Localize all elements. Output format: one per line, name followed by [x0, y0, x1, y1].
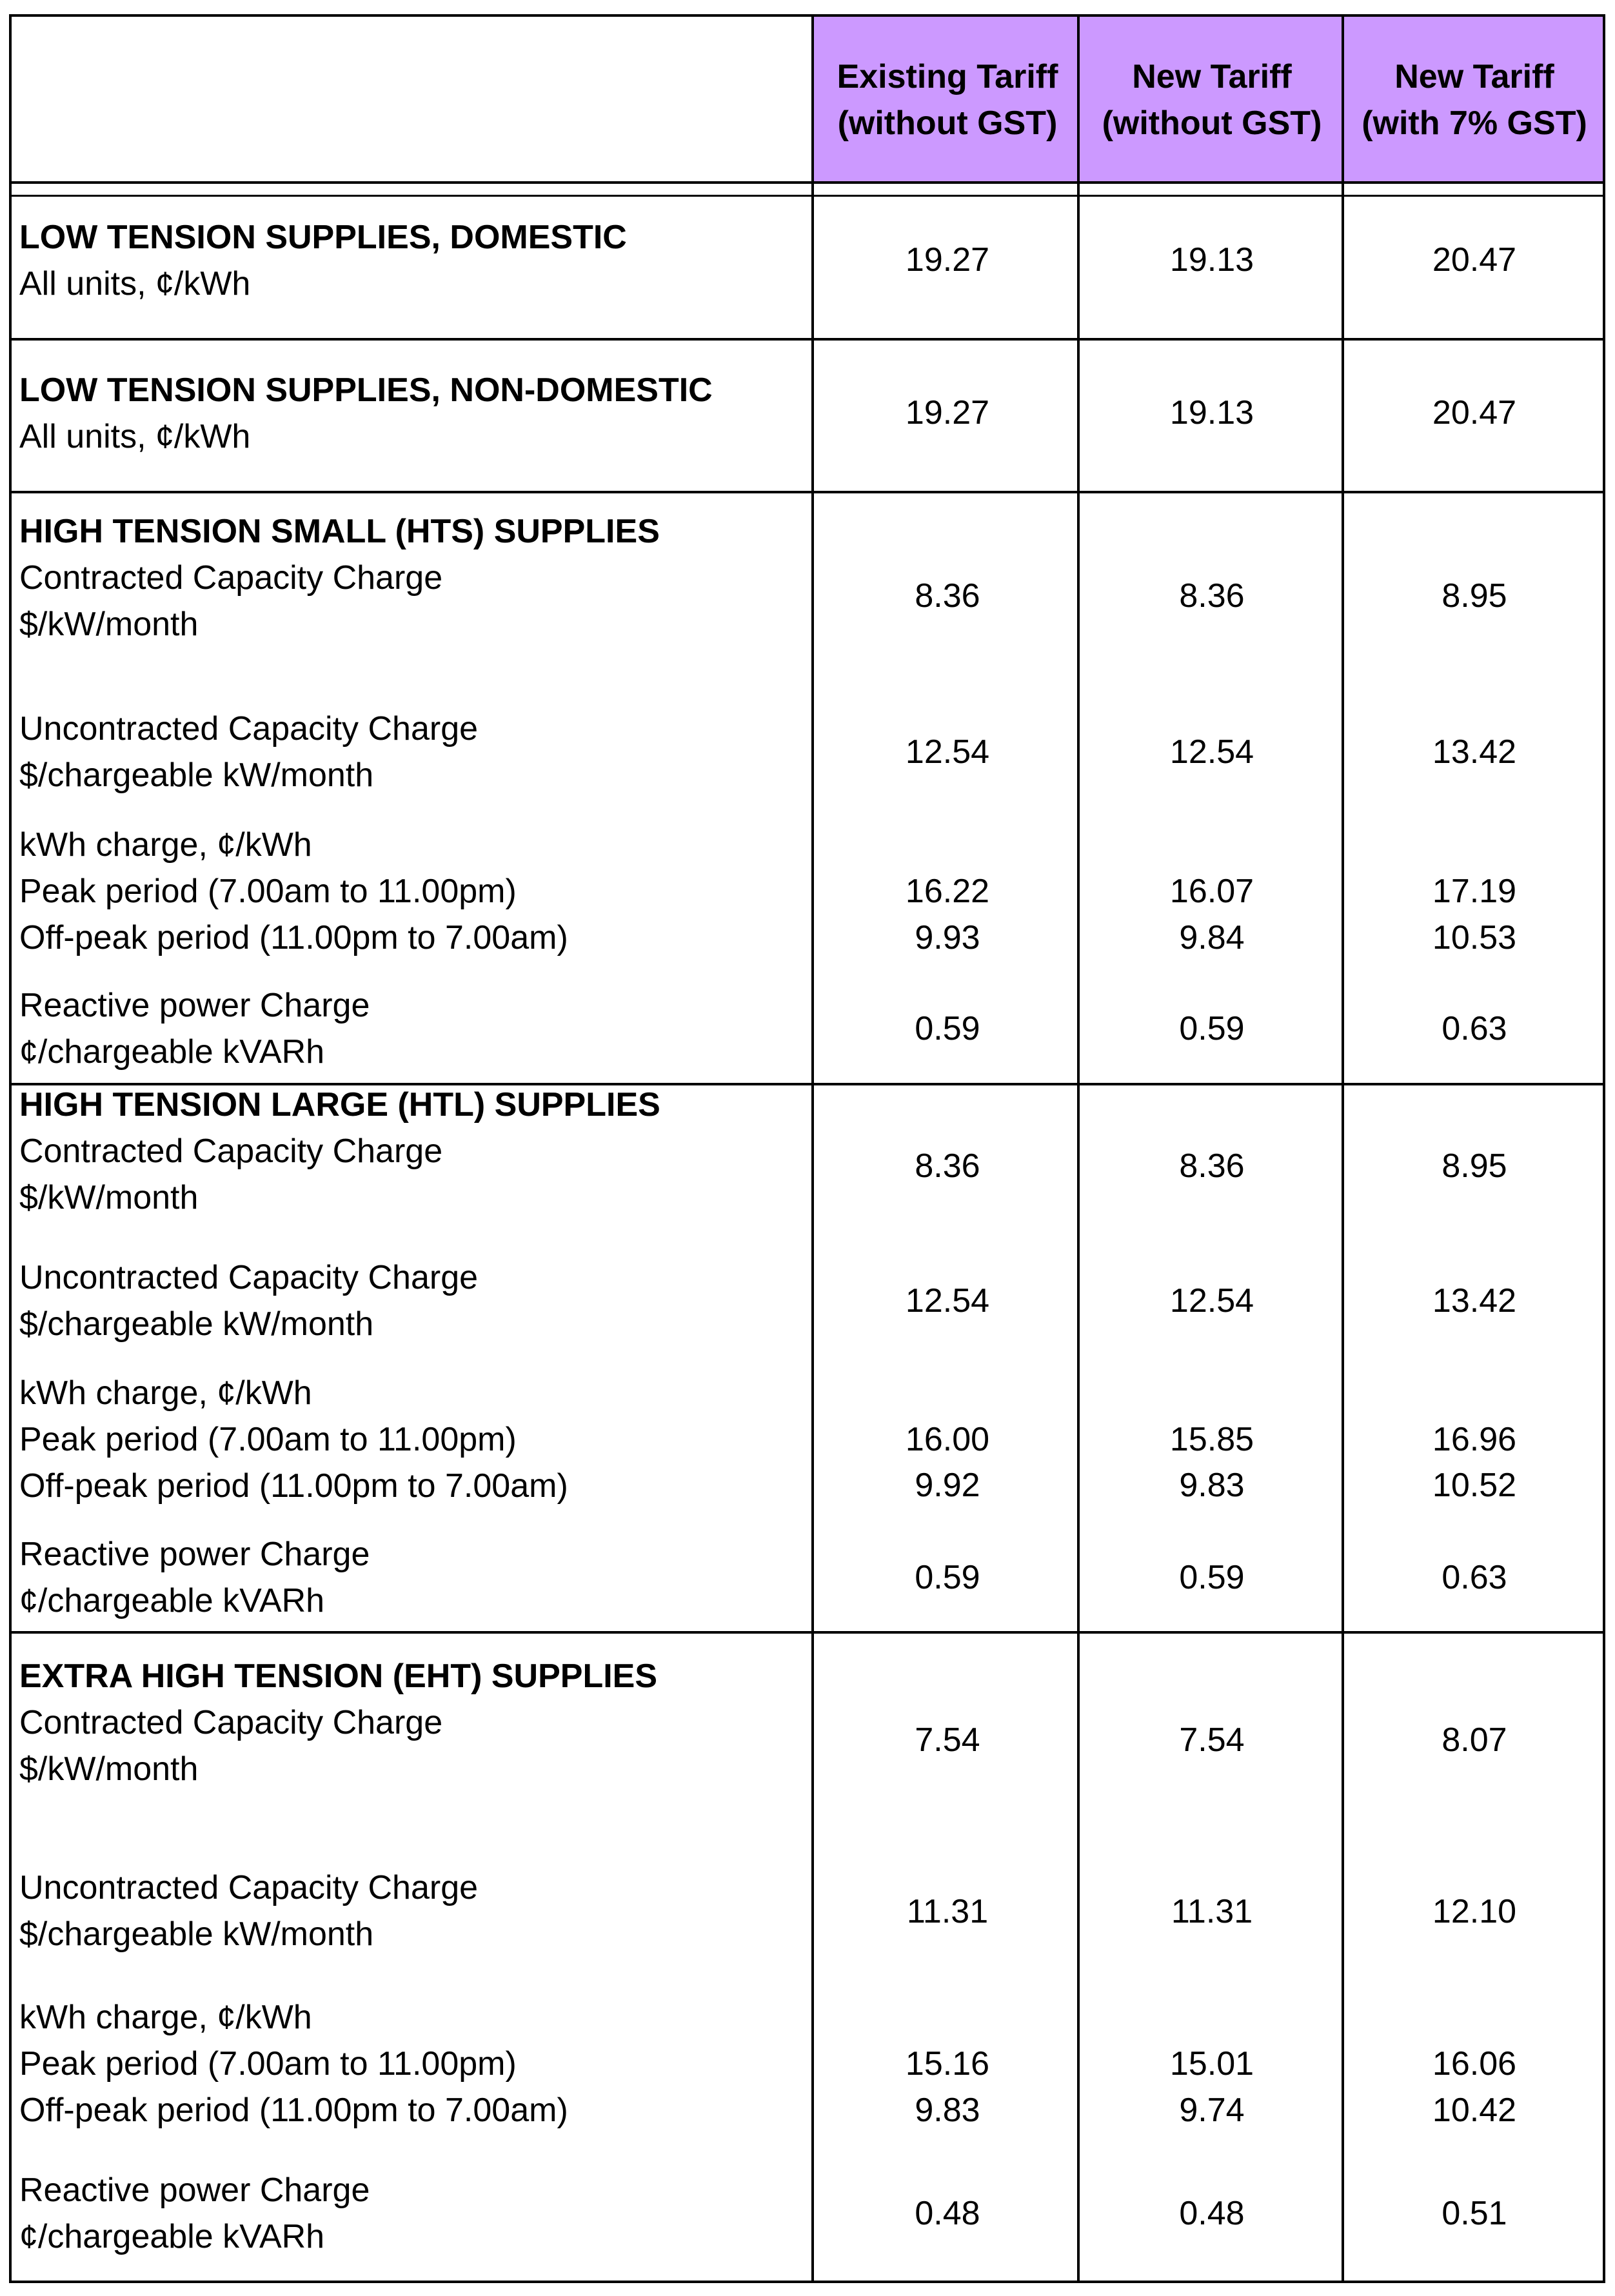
- cell-new: 0.48: [1179, 2195, 1245, 2232]
- tariff-table: [9, 14, 1605, 2283]
- cell-existing: 0.59: [915, 1559, 980, 1596]
- cell-new-gst: 13.42: [1432, 1282, 1517, 1320]
- row-label: Uncontracted Capacity Charge: [19, 1259, 479, 1296]
- cell-new: 11.31: [1171, 1893, 1253, 1930]
- row-label: Peak period (7.00am to 11.00pm): [19, 1421, 517, 1458]
- row-label: $/chargeable kW/month: [19, 1915, 374, 1953]
- row-divider: [12, 338, 1603, 341]
- cell-new-gst: 13.42: [1432, 733, 1517, 771]
- cell-new-gst: 17.19: [1432, 873, 1517, 910]
- cell-new-gst: 8.07: [1442, 1721, 1507, 1759]
- cell-new-gst: 10.52: [1432, 1467, 1517, 1504]
- cell-existing: 19.27: [905, 394, 990, 431]
- cell-existing: 9.93: [915, 919, 980, 956]
- row-label: Peak period (7.00am to 11.00pm): [19, 2045, 517, 2083]
- row-label: Reactive power Charge: [19, 1536, 370, 1573]
- cell-new: 16.07: [1169, 873, 1254, 910]
- row-label: $/kW/month: [19, 1179, 199, 1216]
- cell-existing: 12.54: [905, 733, 990, 771]
- cell-new: 7.54: [1179, 1721, 1245, 1759]
- cell-new: 12.54: [1169, 1282, 1254, 1320]
- row-label: Reactive power Charge: [19, 2172, 370, 2209]
- cell-existing: 15.16: [905, 2045, 990, 2083]
- section-title: HIGH TENSION SMALL (HTS) SUPPLIES: [19, 513, 660, 550]
- row-label: $/chargeable kW/month: [19, 757, 374, 794]
- cell-new: 0.59: [1179, 1010, 1245, 1047]
- row-label: Contracted Capacity Charge: [19, 1133, 443, 1170]
- cell-new: 9.84: [1179, 919, 1245, 956]
- row-label: Off-peak period (11.00pm to 7.00am): [19, 2092, 568, 2129]
- cell-new: 9.83: [1179, 1467, 1245, 1504]
- cell-new: 19.13: [1169, 394, 1254, 431]
- cell-new-gst: 0.51: [1442, 2195, 1507, 2232]
- cell-new-gst: 16.06: [1432, 2045, 1517, 2083]
- cell-new-gst: 10.42: [1432, 2092, 1517, 2129]
- cell-existing: 8.36: [915, 577, 980, 615]
- cell-new-gst: 20.47: [1432, 394, 1517, 431]
- cell-existing: 9.92: [915, 1467, 980, 1504]
- row-label: kWh charge, ¢/kWh: [19, 1999, 312, 2036]
- cell-existing: 9.83: [915, 2092, 980, 2129]
- cell-existing: 16.22: [905, 873, 990, 910]
- cell-new: 8.36: [1179, 1147, 1245, 1185]
- row-label: kWh charge, ¢/kWh: [19, 826, 312, 864]
- cell-new: 15.01: [1169, 2045, 1254, 2083]
- row-label: kWh charge, ¢/kWh: [19, 1374, 312, 1412]
- header-new-tariff: New Tariff (without GST): [1102, 57, 1322, 142]
- header-existing-tariff: Existing Tariff (without GST): [837, 57, 1058, 142]
- row-label: ¢/chargeable kVARh: [19, 1033, 325, 1071]
- row-label: Contracted Capacity Charge: [19, 1704, 443, 1741]
- cell-new-gst: 16.96: [1432, 1421, 1517, 1458]
- row-label: All units, ¢/kWh: [19, 265, 251, 302]
- section-title: EXTRA HIGH TENSION (EHT) SUPPLIES: [19, 1658, 658, 1695]
- row-label: ¢/chargeable kVARh: [19, 1582, 325, 1619]
- cell-existing: 11.31: [906, 1893, 989, 1930]
- row-label: Uncontracted Capacity Charge: [19, 1869, 479, 1906]
- cell-new: 15.85: [1169, 1421, 1254, 1458]
- cell-new: 8.36: [1179, 577, 1245, 615]
- row-label: Off-peak period (11.00pm to 7.00am): [19, 919, 568, 956]
- column-divider: [811, 17, 814, 2281]
- row-divider: [12, 181, 1603, 184]
- cell-existing: 7.54: [915, 1721, 980, 1759]
- cell-new-gst: 10.53: [1432, 919, 1517, 956]
- section-title: LOW TENSION SUPPLIES, NON-DOMESTIC: [19, 371, 713, 409]
- cell-existing: 0.59: [915, 1010, 980, 1047]
- row-label: $/kW/month: [19, 1750, 199, 1788]
- cell-existing: 8.36: [915, 1147, 980, 1185]
- cell-existing: 19.27: [905, 241, 990, 279]
- row-label: Contracted Capacity Charge: [19, 559, 443, 597]
- cell-existing: 0.48: [915, 2195, 980, 2232]
- row-label: Peak period (7.00am to 11.00pm): [19, 873, 517, 910]
- section-title: HIGH TENSION LARGE (HTL) SUPPLIES: [19, 1086, 660, 1123]
- cell-existing: 12.54: [905, 1282, 990, 1320]
- cell-new: 0.59: [1179, 1559, 1245, 1596]
- row-label: Reactive power Charge: [19, 987, 370, 1024]
- row-divider: [12, 491, 1603, 493]
- cell-new-gst: 12.10: [1432, 1893, 1517, 1930]
- row-label: All units, ¢/kWh: [19, 418, 251, 455]
- row-label: Uncontracted Capacity Charge: [19, 710, 479, 747]
- cell-new-gst: 20.47: [1432, 241, 1517, 279]
- section-title: LOW TENSION SUPPLIES, DOMESTIC: [19, 219, 627, 256]
- cell-new: 12.54: [1169, 733, 1254, 771]
- row-label: Off-peak period (11.00pm to 7.00am): [19, 1467, 568, 1505]
- cell-new: 19.13: [1169, 241, 1254, 279]
- cell-new-gst: 0.63: [1442, 1559, 1507, 1596]
- header-new-tariff-gst: New Tariff (with 7% GST): [1362, 57, 1587, 142]
- cell-new-gst: 8.95: [1442, 577, 1507, 615]
- row-divider: [12, 195, 1603, 197]
- cell-new-gst: 0.63: [1442, 1010, 1507, 1047]
- row-divider: [12, 1631, 1603, 1634]
- cell-existing: 16.00: [905, 1421, 990, 1458]
- row-label: ¢/chargeable kVARh: [19, 2218, 325, 2255]
- row-label: $/kW/month: [19, 606, 199, 643]
- cell-new-gst: 8.95: [1442, 1147, 1507, 1185]
- row-label: $/chargeable kW/month: [19, 1305, 374, 1343]
- cell-new: 9.74: [1179, 2092, 1245, 2129]
